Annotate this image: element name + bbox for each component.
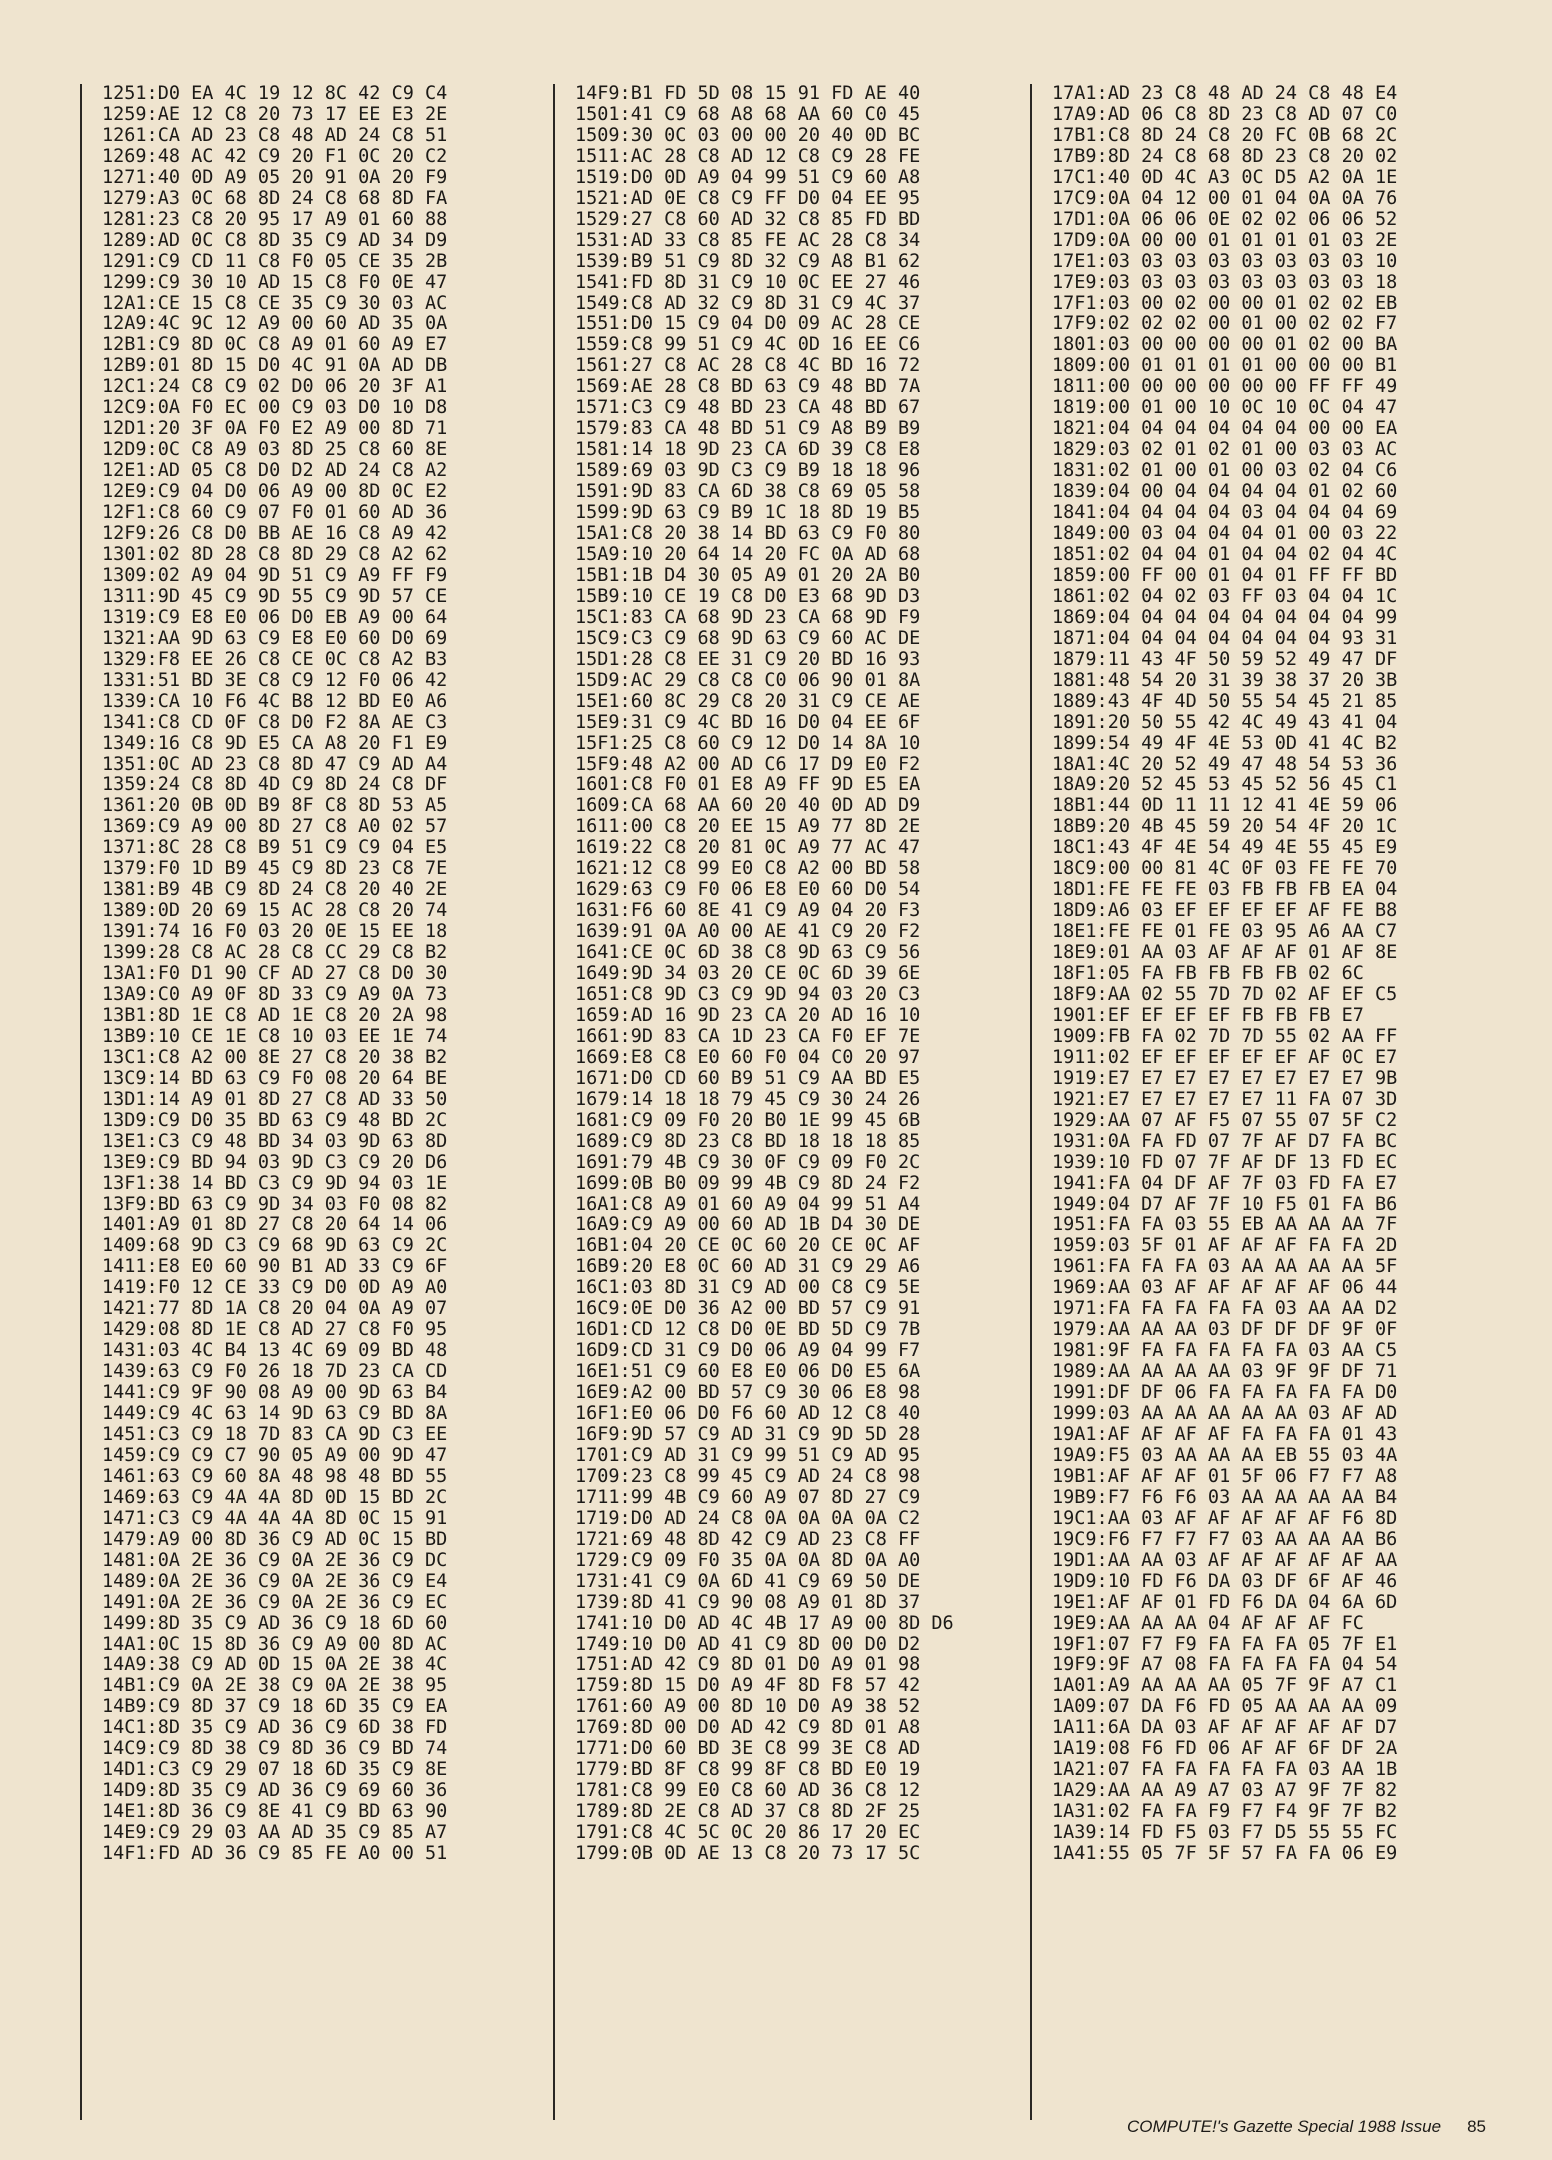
listing-line: 1429:08 8D 1E C8 AD 27 C8 F0 95 [102,1319,448,1341]
listing-line: 1609:CA 68 AA 60 20 40 0D AD D9 [575,795,921,817]
page-number: 85 [1467,2117,1486,2136]
listing-line: 13D1:14 A9 01 8D 27 C8 AD 33 50 [102,1088,448,1110]
listing-line: 17C1:40 0D 4C A3 0C D5 A2 0A 1E [1052,166,1398,188]
listing-line: 16A1:C8 A9 01 60 A9 04 99 51 A4 [575,1193,921,1215]
listing-line: 1831:02 01 00 01 00 03 02 04 C6 [1052,460,1398,482]
listing-line: 1909:FB FA 02 7D 7D 55 02 AA FF [1052,1025,1398,1047]
listing-line: 1A21:07 FA FA FA FA FA 03 AA 1B [1052,1759,1398,1781]
listing-line: 17F9:02 02 02 00 01 00 02 02 F7 [1052,313,1398,335]
listing-line: 1339:CA 10 F6 4C B8 12 BD E0 A6 [102,690,448,712]
listing-line: 18A1:4C 20 52 49 47 48 54 53 36 [1052,753,1398,775]
listing-line: 15F9:48 A2 00 AD C6 17 D9 E0 F2 [575,753,921,775]
listing-line: 13A9:C0 A9 0F 8D 33 C9 A9 0A 73 [102,983,448,1005]
listing-line: 1569:AE 28 C8 BD 63 C9 48 BD 7A [575,376,921,398]
listing-line: 1A01:A9 AA AA AA 05 7F 9F A7 C1 [1052,1675,1398,1697]
listing-line: 14F1:FD AD 36 C9 85 FE A0 00 51 [102,1843,448,1865]
listing-line: 1251:D0 EA 4C 19 12 8C 42 C9 C4 [102,83,448,104]
listing-line: 1441:C9 9F 90 08 A9 00 9D 63 B4 [102,1382,448,1404]
listing-line: 1289:AD 0C C8 8D 35 C9 AD 34 D9 [102,229,448,251]
listing-line: 1639:91 0A A0 00 AE 41 C9 20 F2 [575,921,921,943]
listing-line: 1479:A9 00 8D 36 C9 AD 0C 15 BD [102,1528,448,1550]
listing-line: 17F1:03 00 02 00 00 01 02 02 EB [1052,292,1398,314]
listing-line: 1811:00 00 00 00 00 00 FF FF 49 [1052,376,1398,398]
listing-line: 1979:AA AA AA 03 DF DF DF 9F 0F [1052,1319,1398,1341]
listing-line: 1491:0A 2E 36 C9 0A 2E 36 C9 EC [102,1591,448,1613]
listing-line: 1721:69 48 8D 42 C9 AD 23 C8 FF [575,1528,921,1550]
listing-line: 1409:68 9D C3 C9 68 9D 63 C9 2C [102,1235,448,1257]
listing-line: 1551:D0 15 C9 04 D0 09 AC 28 CE [575,313,921,335]
listing-line: 1921:E7 E7 E7 E7 E7 11 FA 07 3D [1052,1088,1398,1110]
listing-line: 18A9:20 52 45 53 45 52 56 45 C1 [1052,774,1398,796]
publication-title: COMPUTE!'s Gazette Special 1988 Issue [1126,2117,1442,2136]
listing-line: 1511:AC 28 C8 AD 12 C8 C9 28 FE [575,145,921,167]
listing-line: 1391:74 16 F0 03 20 0E 15 EE 18 [102,921,448,943]
listing-line: 1751:AD 42 C9 8D 01 D0 A9 01 98 [575,1654,921,1676]
listing-line: 1259:AE 12 C8 20 73 17 EE E3 2E [102,103,448,125]
listing-line: 12E1:AD 05 C8 D0 D2 AD 24 C8 A2 [102,460,448,482]
listing-line: 1439:63 C9 F0 26 18 7D 23 CA CD [102,1361,448,1383]
listing-line: 1791:C8 4C 5C 0C 20 86 17 20 EC [575,1822,921,1844]
listing-line: 1981:9F FA FA FA FA FA 03 AA C5 [1052,1340,1398,1362]
listing-line: 17E9:03 03 03 03 03 03 03 03 18 [1052,271,1398,293]
listing-line: 1561:27 C8 AC 28 C8 4C BD 16 72 [575,355,921,377]
listing-line: 1969:AA 03 AF AF AF AF AF 06 44 [1052,1277,1398,1299]
listing-line: 1489:0A 2E 36 C9 0A 2E 36 C9 E4 [102,1570,448,1592]
listing-line: 1819:00 01 00 10 0C 10 0C 04 47 [1052,397,1398,419]
listing-line: 1469:63 C9 4A 4A 8D 0D 15 BD 2C [102,1486,448,1508]
listing-line: 1889:43 4F 4D 50 55 54 45 21 85 [1052,690,1398,712]
listing-line: 1931:0A FA FD 07 7F AF D7 FA BC [1052,1130,1398,1152]
listing-line: 1871:04 04 04 04 04 04 04 93 31 [1052,627,1398,649]
listing-line: 19D9:10 FD F6 DA 03 DF 6F AF 46 [1052,1570,1398,1592]
listing-line: 1759:8D 15 D0 A9 4F 8D F8 57 42 [575,1675,921,1697]
listing-line: 16E9:A2 00 BD 57 C9 30 06 E8 98 [575,1382,921,1404]
listing-line: 13B9:10 CE 1E C8 10 03 EE 1E 74 [102,1025,448,1047]
listing-line: 1629:63 C9 F0 06 E8 E0 60 D0 54 [575,879,921,901]
listing-line: 14E1:8D 36 C9 8E 41 C9 BD 63 90 [102,1801,448,1823]
listing-line: 1401:A9 01 8D 27 C8 20 64 14 06 [102,1214,448,1236]
listing-line: 16D9:CD 31 C9 D0 06 A9 04 99 F7 [575,1340,921,1362]
listing-line: 13E9:C9 BD 94 03 9D C3 C9 20 D6 [102,1151,448,1173]
listing-line: 13E1:C3 C9 48 BD 34 03 9D 63 8D [102,1130,448,1152]
listing-line: 1611:00 C8 20 EE 15 A9 77 8D 2E [575,816,921,838]
listing-line: 1939:10 FD 07 7F AF DF 13 FD EC [1052,1151,1398,1173]
listing-line: 1659:AD 16 9D 23 CA 20 AD 16 10 [575,1004,921,1026]
listing-line: 1A29:AA AA A9 A7 03 A7 9F 7F 82 [1052,1780,1398,1802]
listing-line: 1A39:14 FD F5 03 F7 D5 55 55 FC [1052,1822,1398,1844]
listing-line: 1861:02 04 02 03 FF 03 04 04 1C [1052,585,1398,607]
listing-line: 1559:C8 99 51 C9 4C 0D 16 EE C6 [575,334,921,356]
listing-line: 1881:48 54 20 31 39 38 37 20 3B [1052,669,1398,691]
listing-line: 1731:41 C9 0A 6D 41 C9 69 50 DE [575,1570,921,1592]
listing-line: 1689:C9 8D 23 C8 BD 18 18 18 85 [575,1130,921,1152]
listing-line: 15C9:C3 C9 68 9D 63 C9 60 AC DE [575,627,921,649]
listing-line: 15B1:1B D4 30 05 A9 01 20 2A B0 [575,564,921,586]
listing-line: 1709:23 C8 99 45 C9 AD 24 C8 98 [575,1465,921,1487]
listing-line: 1729:C9 09 F0 35 0A 0A 8D 0A A0 [575,1549,921,1571]
listing-line: 16C9:0E D0 36 A2 00 BD 57 C9 91 [575,1298,921,1320]
listing-line: 1461:63 C9 60 8A 48 98 48 BD 55 [102,1465,448,1487]
listing-line: 13F9:BD 63 C9 9D 34 03 F0 08 82 [102,1193,448,1215]
listing-line: 19C1:AA 03 AF AF AF AF AF F6 8D [1052,1507,1398,1529]
listing-line: 18B1:44 0D 11 11 12 41 4E 59 06 [1052,795,1398,817]
listing-line: 19C9:F6 F7 F7 F7 03 AA AA AA B6 [1052,1528,1398,1550]
listing-line: 1641:CE 0C 6D 38 C8 9D 63 C9 56 [575,942,921,964]
listing-line: 1269:48 AC 42 C9 20 F1 0C 20 C2 [102,145,448,167]
listing-line: 1841:04 04 04 04 03 04 04 04 69 [1052,502,1398,524]
listing-line: 1701:C9 AD 31 C9 99 51 C9 AD 95 [575,1444,921,1466]
listing-line: 1809:00 01 01 01 01 00 00 00 B1 [1052,355,1398,377]
listing-line: 1271:40 0D A9 05 20 91 0A 20 F9 [102,166,448,188]
listing-line: 12C9:0A F0 EC 00 C9 03 D0 10 D8 [102,397,448,419]
listing-line: 14D9:8D 35 C9 AD 36 C9 69 60 36 [102,1780,448,1802]
listing-line: 1699:0B B0 09 99 4B C9 8D 24 F2 [575,1172,921,1194]
listing-line: 17D1:0A 06 06 0E 02 02 06 06 52 [1052,208,1398,230]
listing-line: 1301:02 8D 28 C8 8D 29 C8 A2 62 [102,543,448,565]
listing-line: 1799:0B 0D AE 13 C8 20 73 17 5C [575,1843,921,1865]
listing-line: 1281:23 C8 20 95 17 A9 01 60 88 [102,208,448,230]
listing-line: 1379:F0 1D B9 45 C9 8D 23 C8 7E [102,858,448,880]
listing-line: 1691:79 4B C9 30 0F C9 09 F0 2C [575,1151,921,1173]
listing-line: 15C1:83 CA 68 9D 23 CA 68 9D F9 [575,606,921,628]
listing-line: 1419:F0 12 CE 33 C9 D0 0D A9 A0 [102,1277,448,1299]
listing-line: 1299:C9 30 10 AD 15 C8 F0 0E 47 [102,271,448,293]
listing-line: 15E1:60 8C 29 C8 20 31 C9 CE AE [575,690,921,712]
listing-line: 18D9:A6 03 EF EF EF EF AF FE B8 [1052,900,1398,922]
listing-line: 1359:24 C8 8D 4D C9 8D 24 C8 DF [102,774,448,796]
listing-line: 1899:54 49 4F 4E 53 0D 41 4C B2 [1052,732,1398,754]
listing-line: 14C1:8D 35 C9 AD 36 C9 6D 38 FD [102,1717,448,1739]
listing-line: 15A1:C8 20 38 14 BD 63 C9 F0 80 [575,523,921,545]
listing-line: 1681:C9 09 F0 20 B0 1E 99 45 6B [575,1109,921,1131]
listing-line: 1661:9D 83 CA 1D 23 CA F0 EF 7E [575,1025,921,1047]
listing-line: 18E9:01 AA 03 AF AF AF 01 AF 8E [1052,942,1398,964]
listing-line: 14E9:C9 29 03 AA AD 35 C9 85 A7 [102,1822,448,1844]
listing-line: 18C1:43 4F 4E 54 49 4E 55 45 E9 [1052,837,1398,859]
listing-line: 14D1:C3 C9 29 07 18 6D 35 C9 8E [102,1759,448,1781]
listing-line: 1949:04 D7 AF 7F 10 F5 01 FA B6 [1052,1193,1398,1215]
listing-line: 1671:D0 CD 60 B9 51 C9 AA BD E5 [575,1067,921,1089]
listing-line: 19E1:AF AF 01 FD F6 DA 04 6A 6D [1052,1591,1398,1613]
listing-line: 14C9:C9 8D 38 C9 8D 36 C9 BD 74 [102,1738,448,1760]
listing-line: 19A9:F5 03 AA AA AA EB 55 03 4A [1052,1444,1398,1466]
listing-line: 1531:AD 33 C8 85 FE AC 28 C8 34 [575,229,921,251]
listing-line: 1521:AD 0E C8 C9 FF D0 04 EE 95 [575,187,921,209]
listing-line: 14B1:C9 0A 2E 38 C9 0A 2E 38 95 [102,1675,448,1697]
listing-line: 1869:04 04 04 04 04 04 04 04 99 [1052,606,1398,628]
listing-line: 1361:20 0B 0D B9 8F C8 8D 53 A5 [102,795,448,817]
listing-line: 12B9:01 8D 15 D0 4C 91 0A AD DB [102,355,448,377]
listing-line: 1371:8C 28 C8 B9 51 C9 C9 04 E5 [102,837,448,859]
listing-line: 1329:F8 EE 26 C8 CE 0C C8 A2 B3 [102,648,448,670]
listing-line: 1A31:02 FA FA F9 F7 F4 9F 7F B2 [1052,1801,1398,1823]
listing-line: 13D9:C9 D0 35 BD 63 C9 48 BD 2C [102,1109,448,1131]
listing-column-3 [1030,84,1494,2120]
listing-line: 1649:9D 34 03 20 CE 0C 6D 39 6E [575,963,921,985]
listing-line: 16F1:E0 06 D0 F6 60 AD 12 C8 40 [575,1403,921,1425]
listing-line: 12E9:C9 04 D0 06 A9 00 8D 0C E2 [102,481,448,503]
listing-line: 1801:03 00 00 00 00 01 02 00 BA [1052,334,1398,356]
listing-line: 1959:03 5F 01 AF AF AF FA FA 2D [1052,1235,1398,1257]
listing-line: 1571:C3 C9 48 BD 23 CA 48 BD 67 [575,397,921,419]
listing-line: 19D1:AA AA 03 AF AF AF AF AF AA [1052,1549,1398,1571]
listing-line: 1789:8D 2E C8 AD 37 C8 8D 2F 25 [575,1801,921,1823]
listing-line: 15D1:28 C8 EE 31 C9 20 BD 16 93 [575,648,921,670]
listing-line: 1781:C8 99 E0 C8 60 AD 36 C8 12 [575,1780,921,1802]
listing-line: 1499:8D 35 C9 AD 36 C9 18 6D 60 [102,1612,448,1634]
listing-line: 18F1:05 FA FB FB FB FB 02 6C [1052,963,1364,985]
listing-line: 1749:10 D0 AD 41 C9 8D 00 D0 D2 [575,1633,921,1655]
listing-line: 1779:BD 8F C8 99 8F C8 BD E0 19 [575,1759,921,1781]
listing-line: 1839:04 00 04 04 04 04 01 02 60 [1052,481,1398,503]
listing-line: 15E9:31 C9 4C BD 16 D0 04 EE 6F [575,711,921,733]
listing-line: 12F1:C8 60 C9 07 F0 01 60 AD 36 [102,502,448,524]
listing-line: 17A9:AD 06 C8 8D 23 C8 AD 07 C0 [1052,103,1398,125]
listing-line: 1579:83 CA 48 BD 51 C9 A8 B9 B9 [575,418,921,440]
listing-line: 1A41:55 05 7F 5F 57 FA FA 06 E9 [1052,1843,1398,1865]
listing-line: 1711:99 4B C9 60 A9 07 8D 27 C9 [575,1486,921,1508]
listing-line: 1309:02 A9 04 9D 51 C9 A9 FF F9 [102,564,448,586]
listing-line: 1509:30 0C 03 00 00 20 40 0D BC [575,124,921,146]
listing-line: 1891:20 50 55 42 4C 49 43 41 04 [1052,711,1398,733]
listing-line: 16F9:9D 57 C9 AD 31 C9 9D 5D 28 [575,1424,921,1445]
listing-line: 1821:04 04 04 04 04 04 00 00 EA [1052,418,1398,440]
listing-line: 18D1:FE FE FE 03 FB FB FB EA 04 [1052,879,1398,901]
listing-line: 1471:C3 C9 4A 4A 4A 8D 0C 15 91 [102,1507,448,1529]
listing-line: 19A1:AF AF AF AF FA FA FA 01 43 [1052,1424,1398,1445]
listing-line: 1951:FA FA 03 55 EB AA AA AA 7F [1052,1214,1398,1236]
listing-line: 1989:AA AA AA AA 03 9F 9F DF 71 [1052,1361,1398,1383]
listing-line: 1971:FA FA FA FA FA 03 AA AA D2 [1052,1298,1398,1320]
page-footer [1127,2117,1486,2137]
listing-line: 15A9:10 20 64 14 20 FC 0A AD 68 [575,543,921,565]
listing-column-1 [80,84,546,2120]
listing-line: 1719:D0 AD 24 C8 0A 0A 0A 0A C2 [575,1507,921,1529]
listing-line: 1261:CA AD 23 C8 48 AD 24 C8 51 [102,124,448,146]
listing-line: 1879:11 43 4F 50 59 52 49 47 DF [1052,648,1398,670]
listing-line: 1481:0A 2E 36 C9 0A 2E 36 C9 DC [102,1549,448,1571]
listing-column-2 [553,84,1027,2120]
listing-line: 13C9:14 BD 63 C9 F0 08 20 64 BE [102,1067,448,1089]
listing-line: 1631:F6 60 8E 41 C9 A9 04 20 F3 [575,900,921,922]
listing-line: 16C1:03 8D 31 C9 AD 00 C8 C9 5E [575,1277,921,1299]
listing-line: 1331:51 BD 3E C8 C9 12 F0 06 42 [102,669,448,691]
listing-line: 1519:D0 0D A9 04 99 51 C9 60 A8 [575,166,921,188]
listing-line: 12A9:4C 9C 12 A9 00 60 AD 35 0A [102,313,448,335]
listing-line: 1389:0D 20 69 15 AC 28 C8 20 74 [102,900,448,922]
listing-line: 1341:C8 CD 0F C8 D0 F2 8A AE C3 [102,711,448,733]
listing-line: 1501:41 C9 68 A8 68 AA 60 C0 45 [575,103,921,125]
listing-line: 19B1:AF AF AF 01 5F 06 F7 F7 A8 [1052,1465,1398,1487]
listing-line: 1771:D0 60 BD 3E C8 99 3E C8 AD [575,1738,921,1760]
listing-line: 17D9:0A 00 00 01 01 01 01 03 2E [1052,229,1398,251]
listing-line: 18F9:AA 02 55 7D 7D 02 AF EF C5 [1052,983,1398,1005]
listing-line: 1321:AA 9D 63 C9 E8 E0 60 D0 69 [102,627,448,649]
listing-line: 1279:A3 0C 68 8D 24 C8 68 8D FA [102,187,448,209]
listing-line: 1911:02 EF EF EF EF EF AF 0C E7 [1052,1046,1398,1068]
listing-line: 19F9:9F A7 08 FA FA FA FA 04 54 [1052,1654,1398,1676]
listing-line: 16E1:51 C9 60 E8 E0 06 D0 E5 6A [575,1361,921,1383]
listing-line: 1761:60 A9 00 8D 10 D0 A9 38 52 [575,1696,921,1718]
listing-line: 17E1:03 03 03 03 03 03 03 03 10 [1052,250,1398,272]
listing-line: 13F1:38 14 BD C3 C9 9D 94 03 1E [102,1172,448,1194]
listing-line: 1999:03 AA AA AA AA AA 03 AF AD [1052,1403,1398,1425]
listing-line: 15B9:10 CE 19 C8 D0 E3 68 9D D3 [575,585,921,607]
listing-line: 1829:03 02 01 02 01 00 03 03 AC [1052,439,1398,461]
listing-line: 19E9:AA AA AA 04 AF AF AF FC [1052,1612,1364,1634]
listing-line: 1919:E7 E7 E7 E7 E7 E7 E7 E7 9B [1052,1067,1398,1089]
listing-line: 1991:DF DF 06 FA FA FA FA FA D0 [1052,1382,1398,1404]
listing-line: 12F9:26 C8 D0 BB AE 16 C8 A9 42 [102,523,448,545]
listing-line: 1449:C9 4C 63 14 9D 63 C9 BD 8A [102,1403,448,1425]
listing-line: 1669:E8 C8 E0 60 F0 04 C0 20 97 [575,1046,921,1068]
listing-line: 14A1:0C 15 8D 36 C9 A9 00 8D AC [102,1633,448,1655]
listing-line: 16A9:C9 A9 00 60 AD 1B D4 30 DE [575,1214,921,1236]
listing-line: 1739:8D 41 C9 90 08 A9 01 8D 37 [575,1591,921,1613]
listing-line: 1769:8D 00 D0 AD 42 C9 8D 01 A8 [575,1717,921,1739]
listing-line: 17B9:8D 24 C8 68 8D 23 C8 20 02 [1052,145,1398,167]
listing-line: 17A1:AD 23 C8 48 AD 24 C8 48 E4 [1052,83,1398,104]
listing-line: 1381:B9 4B C9 8D 24 C8 20 40 2E [102,879,448,901]
listing-line: 18B9:20 4B 45 59 20 54 4F 20 1C [1052,816,1398,838]
listing-line: 16D1:CD 12 C8 D0 0E BD 5D C9 7B [575,1319,921,1341]
listing-line: 1291:C9 CD 11 C8 F0 05 CE 35 2B [102,250,448,272]
listing-line: 1619:22 C8 20 81 0C A9 77 AC 47 [575,837,921,859]
listing-line: 16B9:20 E8 0C 60 AD 31 C9 29 A6 [575,1256,921,1278]
listing-line: 1A11:6A DA 03 AF AF AF AF AF D7 [1052,1717,1398,1739]
listing-line: 15F1:25 C8 60 C9 12 D0 14 8A 10 [575,732,921,754]
listing-line: 13A1:F0 D1 90 CF AD 27 C8 D0 30 [102,963,448,985]
listing-line: 13B1:8D 1E C8 AD 1E C8 20 2A 98 [102,1004,448,1026]
listing-line: 17B1:C8 8D 24 C8 20 FC 0B 68 2C [1052,124,1398,146]
listing-line: 1599:9D 63 C9 B9 1C 18 8D 19 B5 [575,502,921,524]
listing-line: 1431:03 4C B4 13 4C 69 09 BD 48 [102,1340,448,1362]
listing-line: 13C1:C8 A2 00 8E 27 C8 20 38 B2 [102,1046,448,1068]
listing-line: 1651:C8 9D C3 C9 9D 94 03 20 C3 [575,983,921,1005]
listing-line: 18C9:00 00 81 4C 0F 03 FE FE 70 [1052,858,1398,880]
listing-line: 14A9:38 C9 AD 0D 15 0A 2E 38 4C [102,1654,448,1676]
listing-line: 1369:C9 A9 00 8D 27 C8 A0 02 57 [102,816,448,838]
listing-line: 1351:0C AD 23 C8 8D 47 C9 AD A4 [102,753,448,775]
listing-line: 1349:16 C8 9D E5 CA A8 20 F1 E9 [102,732,448,754]
listing-line: 12D1:20 3F 0A F0 E2 A9 00 8D 71 [102,418,448,440]
listing-line: 1929:AA 07 AF F5 07 55 07 5F C2 [1052,1109,1398,1131]
listing-line: 1859:00 FF 00 01 04 01 FF FF BD [1052,564,1398,586]
listing-line: 15D9:AC 29 C8 C8 C0 06 90 01 8A [575,669,921,691]
listing-line: 1319:C9 E8 E0 06 D0 EB A9 00 64 [102,606,448,628]
listing-line: 1901:EF EF EF EF FB FB FB E7 [1052,1004,1364,1026]
listing-line: 1849:00 03 04 04 04 01 00 03 22 [1052,523,1398,545]
listing-line: 1529:27 C8 60 AD 32 C8 85 FD BD [575,208,921,230]
listing-line: 1A09:07 DA F6 FD 05 AA AA AA 09 [1052,1696,1398,1718]
listing-line: 18E1:FE FE 01 FE 03 95 A6 AA C7 [1052,921,1398,943]
listing-line: 1961:FA FA FA 03 AA AA AA AA 5F [1052,1256,1398,1278]
listing-line: 12C1:24 C8 C9 02 D0 06 20 3F A1 [102,376,448,398]
listing-line: 1741:10 D0 AD 4C 4B 17 A9 00 8D D6 [575,1612,954,1634]
listing-line: 12A1:CE 15 C8 CE 35 C9 30 03 AC [102,292,448,314]
listing-line: 1541:FD 8D 31 C9 10 0C EE 27 46 [575,271,921,293]
listing-line: 1399:28 C8 AC 28 C8 CC 29 C8 B2 [102,942,448,964]
listing-line: 1459:C9 C9 C7 90 05 A9 00 9D 47 [102,1444,448,1466]
listing-line: 1421:77 8D 1A C8 20 04 0A A9 07 [102,1298,448,1320]
listing-line: 17C9:0A 04 12 00 01 04 0A 0A 76 [1052,187,1398,209]
listing-line: 1451:C3 C9 18 7D 83 CA 9D C3 EE [102,1424,448,1445]
listing-line: 1851:02 04 04 01 04 04 02 04 4C [1052,543,1398,565]
listing-line: 19F1:07 F7 F9 FA FA FA 05 7F E1 [1052,1633,1398,1655]
listing-line: 1601:C8 F0 01 E8 A9 FF 9D E5 EA [575,774,921,796]
listing-line: 1679:14 18 18 79 45 C9 30 24 26 [575,1088,921,1110]
listing-line: 14B9:C9 8D 37 C9 18 6D 35 C9 EA [102,1696,448,1718]
listing-line: 12D9:0C C8 A9 03 8D 25 C8 60 8E [102,439,448,461]
listing-line: 1581:14 18 9D 23 CA 6D 39 C8 E8 [575,439,921,461]
listing-line: 1A19:08 F6 FD 06 AF AF 6F DF 2A [1052,1738,1398,1760]
listing-line: 19B9:F7 F6 F6 03 AA AA AA AA B4 [1052,1486,1398,1508]
listing-line: 1621:12 C8 99 E0 C8 A2 00 BD 58 [575,858,921,880]
listing-line: 16B1:04 20 CE 0C 60 20 CE 0C AF [575,1235,921,1257]
listing-line: 1591:9D 83 CA 6D 38 C8 69 05 58 [575,481,921,503]
listing-line: 1549:C8 AD 32 C9 8D 31 C9 4C 37 [575,292,921,314]
listing-line: 1311:9D 45 C9 9D 55 C9 9D 57 CE [102,585,448,607]
listing-line: 1589:69 03 9D C3 C9 B9 18 18 96 [575,460,921,482]
listing-line: 1941:FA 04 DF AF 7F 03 FD FA E7 [1052,1172,1398,1194]
listing-line: 1539:B9 51 C9 8D 32 C9 A8 B1 62 [575,250,921,272]
listing-line: 1411:E8 E0 60 90 B1 AD 33 C9 6F [102,1256,448,1278]
listing-line: 12B1:C9 8D 0C C8 A9 01 60 A9 E7 [102,334,448,356]
listing-line: 14F9:B1 FD 5D 08 15 91 FD AE 40 [575,83,921,104]
